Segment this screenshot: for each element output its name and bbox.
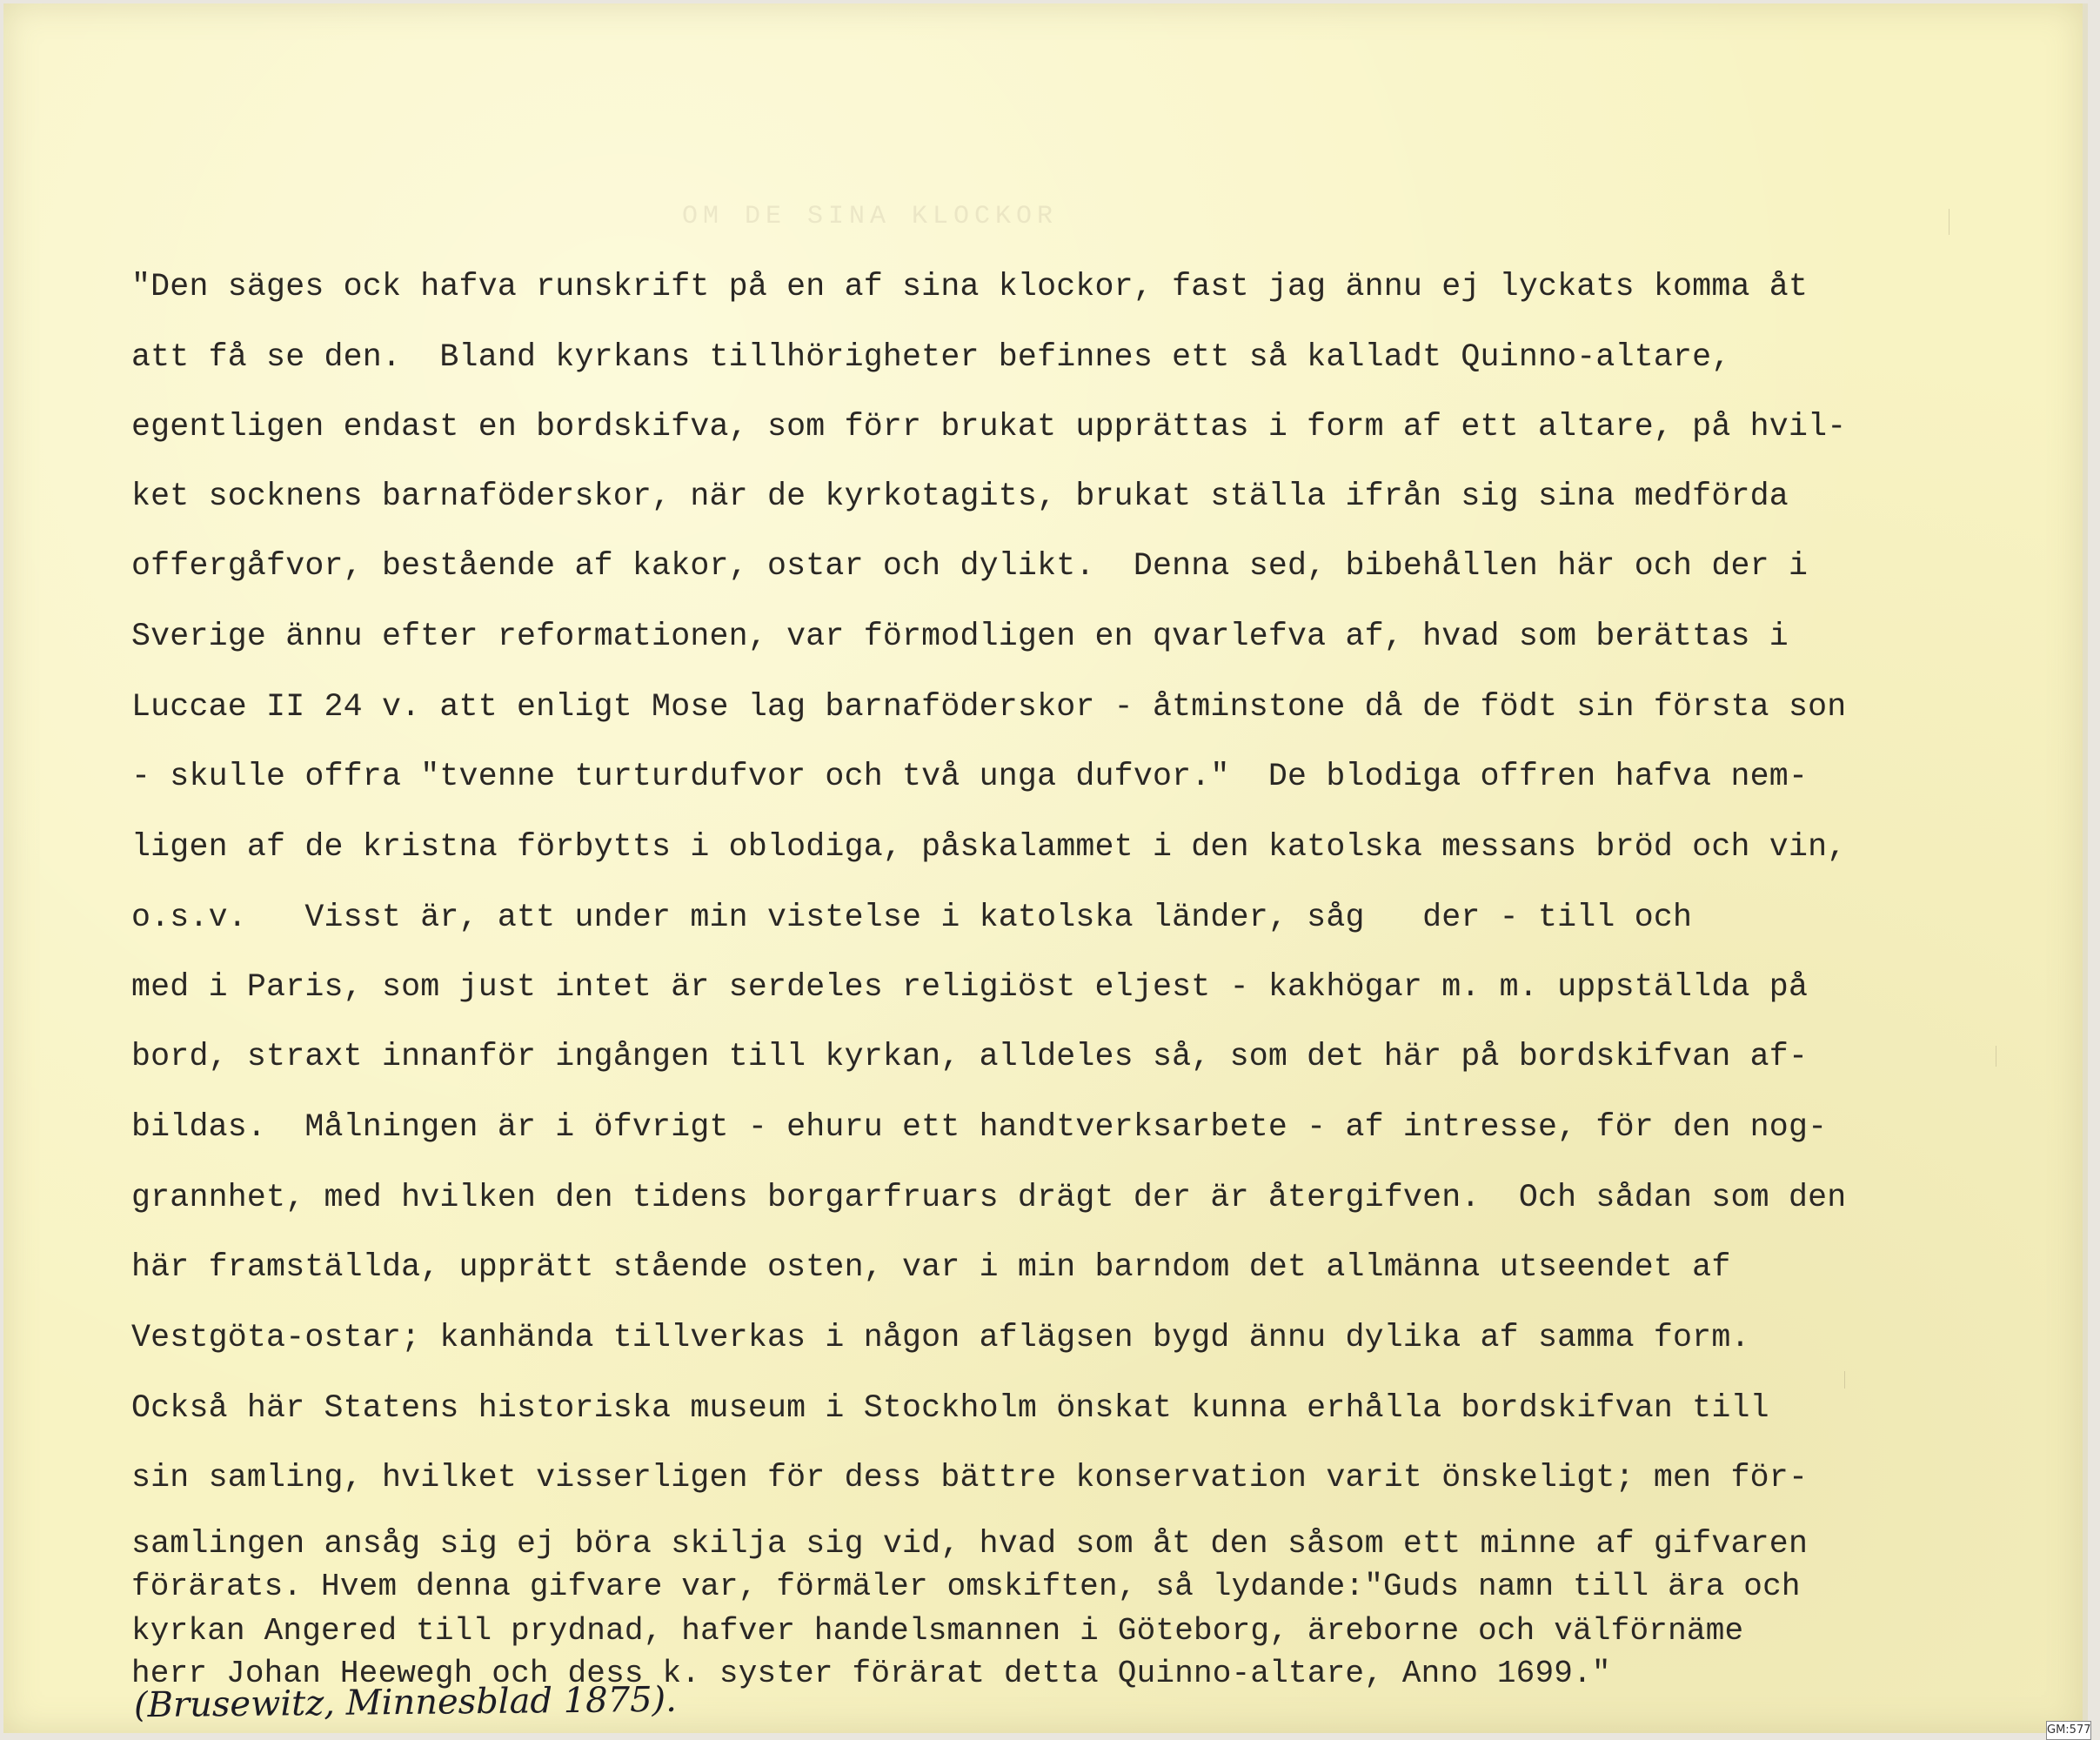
handwritten-citation: (Brusewitz, Minnesblad 1875). bbox=[133, 1679, 678, 1726]
text-line: med i Paris, som just intet är serdeles religiöst eljest - kakhögar m. m. uppställda på bbox=[131, 969, 1809, 1005]
text-line: Också här Statens historiska museum i Stockholm önskat kunna erhålla bordskifvan till bbox=[131, 1390, 1769, 1426]
document-page bbox=[3, 3, 2088, 1733]
text-line: - skulle offra "tvenne turturdufvor och två unga dufvor." De blodiga offren hafva nem- bbox=[131, 759, 1809, 794]
text-line: sin samling, hvilket visserligen för dess bättre konservation varit önskeligt; men för- bbox=[131, 1460, 1809, 1496]
text-line: Sverige ännu efter reformationen, var förmodligen en qvarlefva af, hvad som berättas i bbox=[131, 619, 1789, 654]
text-line: ket socknens barnaföderskor, när de kyrkotagits, brukat ställa ifrån sig sina medförda bbox=[131, 478, 1789, 514]
text-line: herr Johan Heewegh och dess k. syster förärat detta Quinno-altare, Anno 1699." bbox=[131, 1656, 1611, 1691]
text-line: grannhet, med hvilken den tidens borgarfruars drägt der är återgifven. Och sådan som den bbox=[131, 1180, 1847, 1215]
text-line: "Den säges ock hafva runskrift på en af sina klockor, fast jag ännu ej lyckats komma åt bbox=[131, 269, 1809, 304]
text-line: offergåfvor, bestående af kakor, ostar och dylikt. Denna sed, bibehållen här och der i bbox=[131, 548, 1809, 584]
faded-heading: OM DE SINA KLOCKOR bbox=[682, 202, 1059, 231]
fold-mark bbox=[1949, 209, 1950, 235]
text-line: att få se den. Bland kyrkans tillhörigheter befinnes ett så kalladt Quinno-altare, bbox=[131, 339, 1731, 375]
text-line: samlingen ansåg sig ej böra skilja sig vid, hvad som åt den såsom ett minne af gifvaren bbox=[131, 1526, 1809, 1562]
fold-mark bbox=[1844, 1371, 1845, 1389]
text-line: Vestgöta-ostar; kanhända tillverkas i någon aflägsen bygd ännu dylika af samma form. bbox=[131, 1320, 1750, 1355]
text-line: bildas. Målningen är i öfvrigt - ehuru ett handtverksarbete - af intresse, för den nog- bbox=[131, 1109, 1828, 1145]
text-line: bord, straxt innanför ingången till kyrkan, alldeles så, som det här på bordskifvan af- bbox=[131, 1039, 1809, 1074]
text-line: förärats. Hvem denna gifvare var, förmäler omskiften, så lydande:"Guds namn till ära och bbox=[131, 1569, 1801, 1604]
text-line: o.s.v. Visst är, att under min vistelse i katolska länder, såg der - till och bbox=[131, 900, 1693, 935]
text-line: egentligen endast en bordskifva, som förr brukat upprättas i form af ett altare, på hvil- bbox=[131, 409, 1847, 445]
archive-tag: GM:577 bbox=[2046, 1721, 2091, 1740]
text-line: här framställda, upprätt stående osten, var i min barndom det allmänna utseendet af bbox=[131, 1249, 1731, 1285]
text-line: ligen af de kristna förbytts i oblodiga, påskalammet i den katolska messans bröd och vin, bbox=[131, 829, 1847, 865]
text-line: Luccae II 24 v. att enligt Mose lag barnaföderskor - åtminstone då de födt sin första son bbox=[131, 689, 1847, 725]
text-line: kyrkan Angered till prydnad, hafver handelsmannen i Göteborg, äreborne och välförnäme bbox=[131, 1613, 1744, 1649]
